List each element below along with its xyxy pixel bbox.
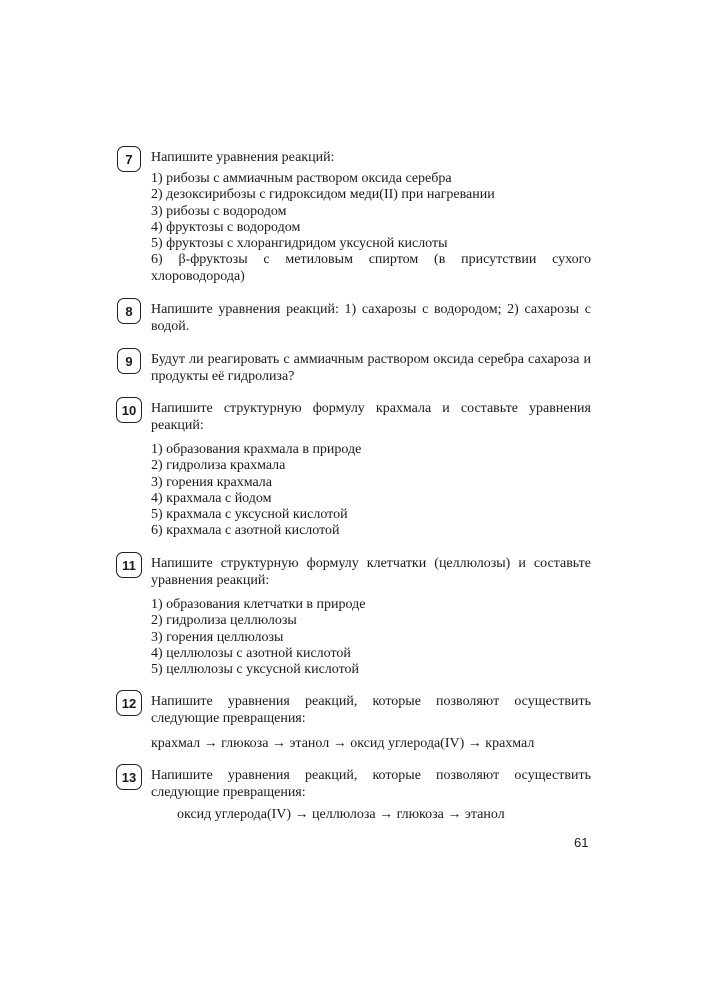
task-question: Будут ли реагировать с аммиачным раствором оксида серебра сахароза и продукты её гидролиза?	[151, 352, 591, 384]
list-item: 6) крахмала с азотной кислотой	[151, 523, 340, 539]
task-number-badge: 10	[116, 397, 142, 423]
task-question: Напишите структурную формулу клетчатки (целлюлозы) и составьте уравнения реакций:	[151, 556, 591, 588]
list-item: 2) гидролиза целлюлозы	[151, 613, 297, 629]
list-item: 2) гидролиза крахмала	[151, 458, 286, 474]
list-item: 3) горения целлюлозы	[151, 629, 284, 645]
list-item: 3) рибозы с водородом	[151, 203, 287, 219]
task-items	[151, 171, 596, 285]
task-number-badge: 11	[116, 552, 142, 578]
task-question: Напишите уравнения реакций, которые позволяют осуществить следующие превращения:	[151, 768, 591, 800]
list-item: 3) горения крахмала	[151, 474, 273, 490]
list-item: 4) крахмала с йодом	[151, 490, 272, 506]
list-item: 5) целлюлозы с уксусной кислотой	[151, 662, 360, 678]
transformation-chain: крахмал → глюкоза → этанол → оксид углерода(IV) → крахмал	[151, 736, 535, 751]
task-number-badge: 8	[117, 298, 141, 324]
transformation-chain: оксид углерода(IV) → целлюлоза → глюкоза → этанол	[177, 807, 505, 822]
task-items	[151, 597, 596, 678]
list-item: 4) целлюлозы с азотной кислотой	[151, 645, 351, 661]
task-items	[151, 442, 596, 540]
list-item: 1) образования клетчатки в природе	[151, 597, 366, 612]
task-number-badge: 9	[117, 348, 141, 374]
list-item: 5) крахмала с уксусной кислотой	[151, 507, 348, 523]
task-question: Напишите уравнения реакций:	[151, 150, 335, 165]
list-item: 2) дезоксирибозы с гидроксидом меди(II) при нагревании	[151, 187, 495, 203]
list-item: 1) рибозы с аммиачным раствором оксида серебра	[151, 171, 452, 186]
list-item: 1) образования крахмала в природе	[151, 442, 362, 457]
task-number-badge: 13	[116, 764, 142, 790]
task-question: Напишите структурную формулу крахмала и составьте уравнения реакций:	[151, 401, 591, 433]
task-question: Напишите уравнения реакций: 1) сахарозы с водородом; 2) сахарозы с водой.	[151, 302, 591, 334]
page-number: 61	[574, 835, 589, 850]
list-item: 5) фруктозы с хлорангидридом уксусной кислоты	[151, 236, 448, 252]
list-item: 6) β-фруктозы с метиловым спиртом (в присутствии сухого хлороводорода)	[151, 252, 591, 284]
task-number-badge: 7	[117, 146, 141, 172]
task-question: Напишите уравнения реакций, которые позволяют осуществить следующие превращения:	[151, 694, 591, 726]
list-item: 4) фруктозы с водородом	[151, 219, 301, 235]
task-number-badge: 12	[116, 690, 142, 716]
